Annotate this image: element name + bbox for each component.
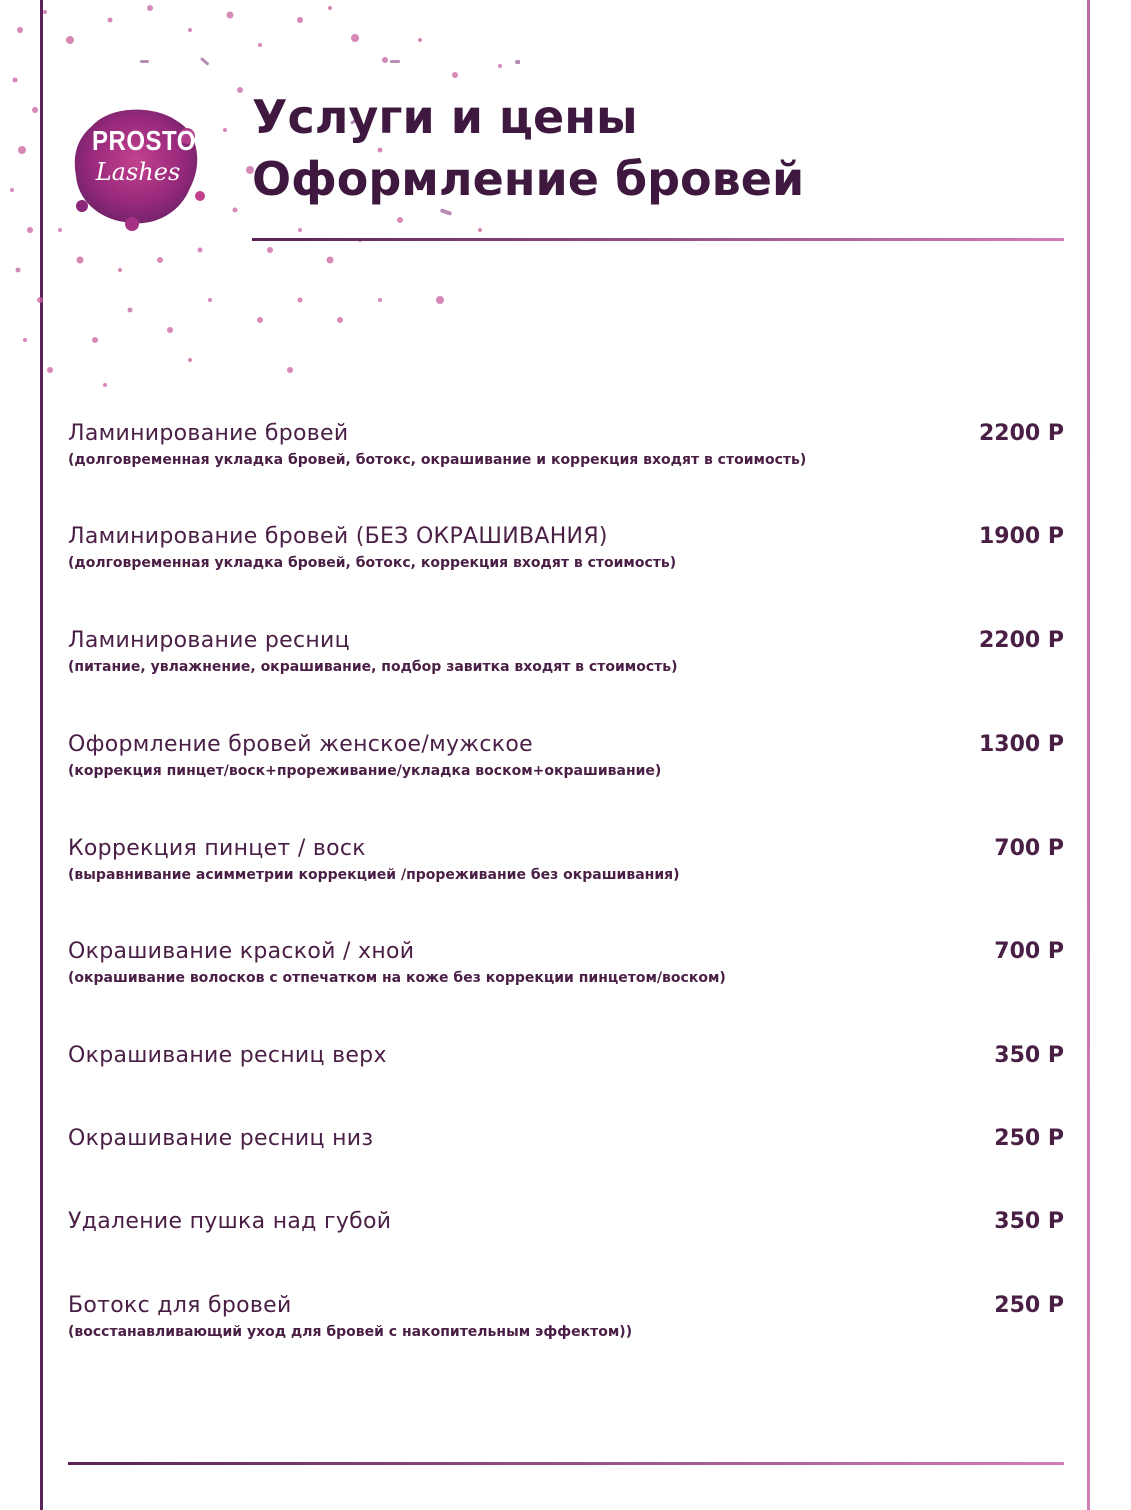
service-name: Ламинирование ресниц [68,628,350,653]
service-name: Ламинирование бровей (БЕЗ ОКРАШИВАНИЯ) [68,524,608,549]
service-price: 700 Р [994,836,1064,861]
service-price: 350 Р [994,1043,1064,1068]
service-price: 250 Р [994,1126,1064,1151]
service-description: (выравнивание асимметрии коррекцией /прореживание без окрашивания) [68,867,680,883]
service-description: (восстанавливающий уход для бровей с накопительным эффектом)) [68,1324,633,1340]
service-description: (окрашивание волосков с отпечатком на коже без коррекции пинцетом/воском) [68,970,726,986]
service-description: (питание, увлажнение, окрашивание, подбор завитка входят в стоимость) [68,659,678,675]
service-price: 1300 Р [978,732,1064,757]
service-item [68,1042,1064,1070]
service-item [68,420,1064,470]
service-item [68,731,1064,781]
service-name: Оформление бровей женское/мужское [68,732,533,757]
service-price: 1900 Р [978,524,1064,549]
brand-name-line2: Lashes [95,158,181,186]
service-item [68,1208,1064,1236]
service-description: (долговременная укладка бровей, ботокс, окрашивание и коррекция входят в стоимость) [68,452,807,468]
service-item [68,835,1064,885]
service-price: 2200 Р [978,421,1064,446]
frame-right-border [1087,0,1090,1510]
page-title [252,86,1062,210]
service-item [68,938,1064,988]
service-item [68,627,1064,677]
service-item [68,1292,1064,1342]
title-line-2: Оформление бровей [252,152,805,206]
service-price: 700 Р [994,939,1064,964]
brand-name-line1: PROSTO [92,125,196,157]
service-name: Ботокс для бровей [68,1293,292,1318]
service-description: (долговременная укладка бровей, ботокс, коррекция входят в стоимость) [68,555,677,571]
service-price: 250 Р [994,1293,1064,1318]
service-price: 2200 Р [978,628,1064,653]
service-item [68,523,1064,573]
service-name: Окрашивание ресниц низ [68,1126,374,1151]
service-item [68,1125,1064,1153]
title-line-1: Услуги и цены [252,90,638,144]
service-description: (коррекция пинцет/воск+прореживание/укладка воском+окрашивание) [68,763,662,779]
bottom-divider [68,1462,1064,1465]
service-price: 350 Р [994,1209,1064,1234]
service-name: Окрашивание ресниц верх [68,1043,387,1068]
service-name: Коррекция пинцет / воск [68,836,366,861]
service-name: Окрашивание краской / хной [68,939,415,964]
service-name: Ламинирование бровей [68,421,349,446]
service-name: Удаление пушка над губой [68,1209,392,1234]
title-divider [252,238,1064,241]
